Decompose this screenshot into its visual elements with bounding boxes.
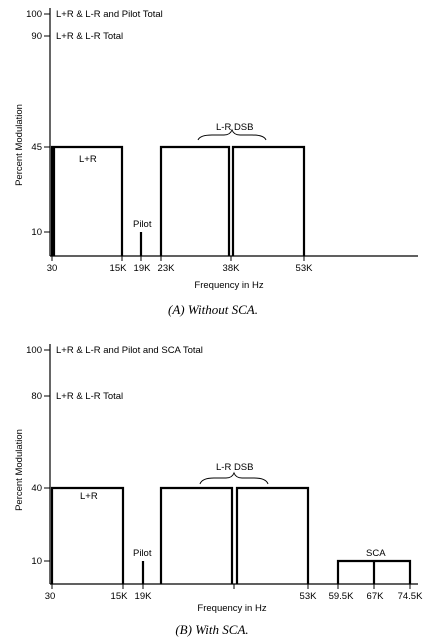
panel-b-ytick-label: 40 [31,483,42,494]
panel-b-dsb-brace [200,473,268,484]
panel-a-level-label: L+R & L-R Total [56,31,124,42]
panel-a-ytick-label: 90 [31,31,42,42]
panel-a-ytick-label: 100 [26,9,42,20]
panel-a-xtick-label: 15K [109,263,127,274]
panel-a-y-axis-title: Percent Modulation [14,104,25,186]
panel-b-caption: (B) With SCA. [175,622,249,637]
panel-a-ytick-label: 10 [31,227,42,238]
panel-b-xtick-label: 74.5K [397,591,423,602]
panel-a-x-axis-title: Frequency in Hz [194,280,264,291]
panel-b-ytick-label: 80 [31,391,42,402]
panel-a-pilot-label: Pilot [133,219,152,230]
panel-a-xtick-label: 30 [46,263,58,274]
panel-a-level-label: L+R & L-R and Pilot Total [56,9,163,20]
panel-a-dsb-lower-sideband [161,147,229,256]
panel-a-dsb-label: L-R DSB [216,122,254,133]
panel-b-ytick-label: 10 [31,556,42,567]
panel-b-dsb-lower-sideband [161,488,232,584]
panel-b-xtick-label: 30 [44,591,56,602]
panel-a-xtick-label: 23K [157,263,175,274]
panel-b-sca-label: SCA [366,548,386,559]
panel-b-xtick-label: 67K [366,591,384,602]
panel-b-xtick-label: 15K [110,591,128,602]
panel-a-xtick-label: 53K [295,263,313,274]
panel-b-x-axis-title: Frequency in Hz [197,603,267,614]
panel-b-ytick-label: 100 [26,345,42,356]
panel-b-dsb-label: L-R DSB [216,462,254,473]
panel-a-xtick-label: 38K [222,263,240,274]
panel-b-xtick-label: 53K [299,591,317,602]
panel-a-xtick-label: 19K [133,263,151,274]
panel-b-lr-block [52,488,123,584]
panel-b-lr-label: L+R [80,491,98,502]
panel-a-lr-label: L+R [79,154,97,165]
panel-b-level-label: L+R & L-R Total [56,391,124,402]
panel-a [14,8,418,317]
panel-b-xtick-label: 59.5K [328,591,354,602]
panel-b-dsb-upper-sideband [237,488,308,584]
panel-b-pilot-label: Pilot [133,548,152,559]
panel-a-caption: (A) Without SCA. [168,302,258,317]
panel-a-dsb-upper-sideband [233,147,304,256]
panel-b-y-axis-title: Percent Modulation [14,429,25,511]
panel-b-xtick-label: 19K [134,591,152,602]
panel-a-ytick-label: 45 [31,142,42,153]
panel-b-level-label: L+R & L-R and Pilot and SCA Total [56,345,203,356]
panel-b [14,344,423,637]
